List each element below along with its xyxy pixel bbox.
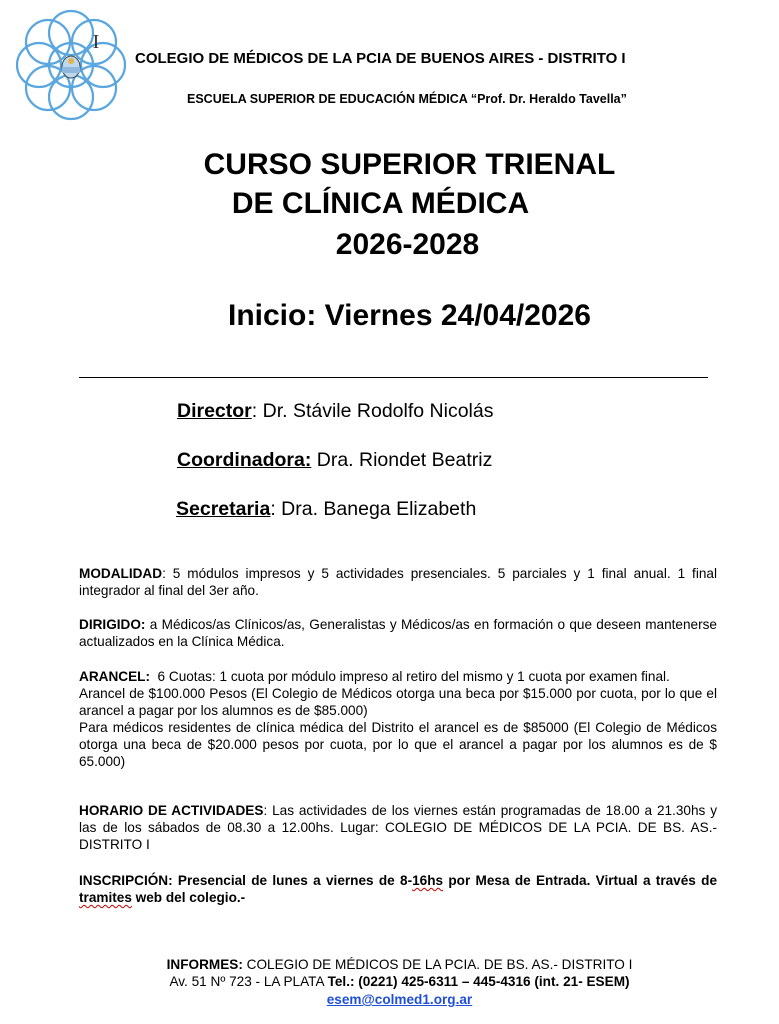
inscripcion-text-c: por Mesa de Entrada. Virtual a través de [443, 873, 718, 888]
modalidad-label: MODALIDAD [79, 566, 163, 581]
dirigido-section [79, 616, 717, 650]
phone-text: Tel.: (0221) 425-6311 – 445-4316 (int. 21- ESEM) [327, 974, 630, 989]
school-name: ESCUELA SUPERIOR DE EDUCACIÓN MÉDICA “Prof. Dr. Heraldo Tavella” [187, 92, 627, 106]
modalidad-text: : 5 módulos impresos y 5 actividades presenciales. 5 parciales y 1 final anual. 1 final integrador al final del 3er año. [79, 566, 717, 598]
inscripcion-text-a: INSCRIPCIÓN: Presencial de lunes a viernes de 8- [79, 873, 413, 888]
horario-text: : Las actividades de los viernes están programadas de 18.00 a 21.30hs y las de los sábados de 08.30 a 12.00hs. Lugar: COLEGIO DE MÉDICOS DE LA PCIA. DE BS. AS.- DISTRITO I [79, 803, 717, 852]
arancel-text: 6 Cuotas: 1 cuota por módulo impreso al retiro del mismo y 1 cuota por examen final. [149, 669, 670, 684]
email-link[interactable]: esem@colmed1.org.ar [326, 992, 473, 1007]
informes-label: INFORMES: [166, 957, 243, 972]
horario-label: HORARIO DE ACTIVIDADES [79, 803, 264, 818]
secretary-role: Secretaria [176, 498, 271, 520]
inscripcion-hours: 16hs [412, 873, 444, 888]
colegio-logo [10, 6, 132, 124]
logo-letter: I [92, 31, 100, 53]
secretary-name: : Dra. Banega Elizabeth [270, 498, 477, 520]
divider-line [79, 377, 708, 378]
course-years: 2026-2028 [335, 228, 480, 261]
inscripcion-tramites: tramites [79, 890, 132, 905]
coordinator-line [177, 449, 492, 472]
secretary-line [176, 498, 476, 521]
organization-name: COLEGIO DE MÉDICOS DE LA PCIA DE BUENOS AIRES - DISTRITO I [135, 50, 626, 67]
director-line [177, 400, 493, 423]
footer-informes [10, 956, 779, 974]
director-name: : Dr. Stávile Rodolfo Nicolás [251, 400, 494, 422]
start-date: Inicio: Viernes 24/04/2026 [227, 299, 591, 332]
inscripcion-section [79, 872, 717, 906]
course-title-line2: DE CLÍNICA MÉDICA [231, 187, 530, 220]
horario-section [79, 802, 717, 853]
course-title-line1: CURSO SUPERIOR TRIENAL [203, 148, 616, 181]
coordinator-name: Dra. Riondet Beatriz [311, 449, 493, 471]
informes-text: COLEGIO DE MÉDICOS DE LA PCIA. DE BS. AS.- DISTRITO I [242, 957, 633, 972]
arancel-section [79, 668, 717, 770]
footer-address [10, 973, 779, 991]
address-text: Av. 51 Nº 723 - LA PLATA [169, 974, 328, 989]
dirigido-text: a Médicos/as Clínicos/as, Generalistas y Médicos/as en formación o que deseen mantenerse actualizados en la Clínica Médica. [79, 617, 717, 649]
director-role: Director [177, 400, 252, 422]
modalidad-section [79, 565, 717, 599]
arancel-line1 [79, 668, 717, 685]
footer-email [10, 991, 779, 1009]
arancel-line3: Para médicos residentes de clínica médica del Distrito el arancel es de $85000 (El Colegio de Médicos otorga una beca de $20.000 pesos por cuota, por lo que el arancel a pagar por los alumnos es de $ 65.000) [79, 720, 717, 769]
coordinator-role: Coordinadora: [177, 449, 312, 471]
arancel-line2: Arancel de $100.000 Pesos (El Colegio de Médicos otorga una beca por $15.000 por cuota, por lo que el arancel a pagar por los alumnos es de $85.000) [79, 686, 717, 718]
arancel-label: ARANCEL: [79, 669, 150, 684]
shield-icon [62, 56, 80, 78]
inscripcion-text-e: web del colegio.- [131, 890, 246, 905]
dirigido-label: DIRIGIDO: [79, 617, 146, 632]
